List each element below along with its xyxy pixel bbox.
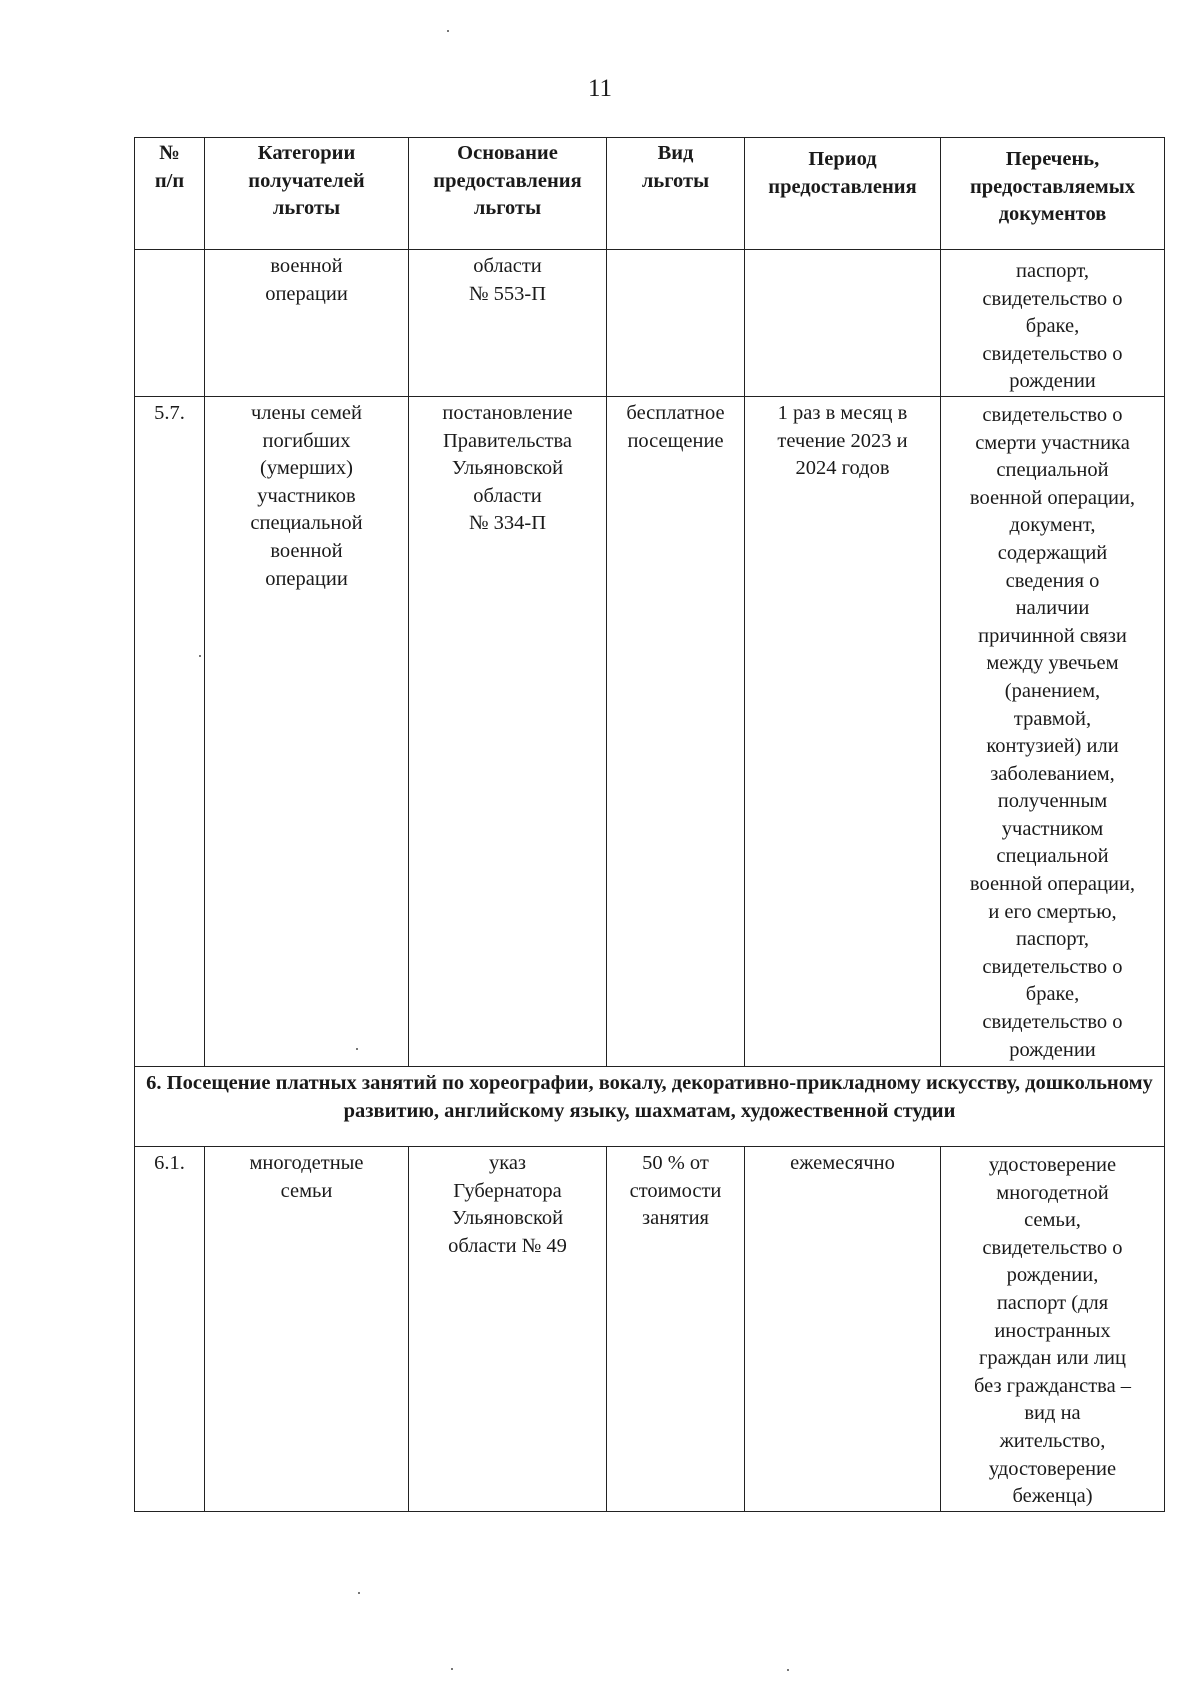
row-period <box>745 250 941 397</box>
row-category: члены семей погибших (умерших) участников специальной военной операции <box>205 396 409 1066</box>
table-header-row <box>135 138 1165 250</box>
header-period: Период предоставления <box>745 138 941 250</box>
row-num: 5.7. <box>135 396 205 1066</box>
row-basis: указ Губернатора Ульяновской области № 49 <box>409 1146 607 1511</box>
row-documents: удостоверение многодетной семьи, свидетельство о рождении, паспорт (для иностранных граждан или лиц без гражданства – вид на жительство, удостоверение беженца) <box>941 1146 1165 1511</box>
row-documents: свидетельство о смерти участника специальной военной операции, документ, содержащий сведения о наличии причинной связи между увечьем (ранением, травмой, контузией) или заболеванием, полученным участником специальной военной операции, и его смертью, паспорт, свидетельство о браке, свидетельство о рождении <box>941 396 1165 1066</box>
scan-speck <box>787 1669 789 1671</box>
header-category: Категории получателей льготы <box>205 138 409 250</box>
row-basis: области № 553-П <box>409 250 607 397</box>
page-number: 11 <box>587 75 613 102</box>
header-num: № п/п <box>135 138 205 250</box>
benefits-table <box>134 137 1165 1512</box>
row-type: бесплатное посещение <box>607 396 745 1066</box>
row-period: 1 раз в месяц в течение 2023 и 2024 годов <box>745 396 941 1066</box>
section-row <box>135 1066 1165 1146</box>
row-num: 6.1. <box>135 1146 205 1511</box>
table-row <box>135 396 1165 1066</box>
row-category: многодетные семьи <box>205 1146 409 1511</box>
header-basis: Основание предоставления льготы <box>409 138 607 250</box>
section-title: 6. Посещение платных занятий по хореографии, вокалу, декоративно-прикладному искусству, дошкольному развитию, английскому языку, шахматам, художественной студии <box>135 1066 1165 1146</box>
header-documents: Перечень, предоставляемых документов <box>941 138 1165 250</box>
row-documents: паспорт, свидетельство о браке, свидетельство о рождении <box>941 250 1165 397</box>
row-num <box>135 250 205 397</box>
scan-speck <box>358 1592 360 1594</box>
scan-speck <box>451 1668 453 1670</box>
row-type: 50 % от стоимости занятия <box>607 1146 745 1511</box>
scan-speck <box>356 1048 358 1050</box>
row-type <box>607 250 745 397</box>
scan-speck <box>447 30 449 32</box>
row-category: военной операции <box>205 250 409 397</box>
table-row <box>135 250 1165 397</box>
table-row <box>135 1146 1165 1511</box>
row-period: ежемесячно <box>745 1146 941 1511</box>
scan-speck <box>199 655 201 657</box>
header-type: Вид льготы <box>607 138 745 250</box>
row-basis: постановление Правительства Ульяновской области № 334-П <box>409 396 607 1066</box>
